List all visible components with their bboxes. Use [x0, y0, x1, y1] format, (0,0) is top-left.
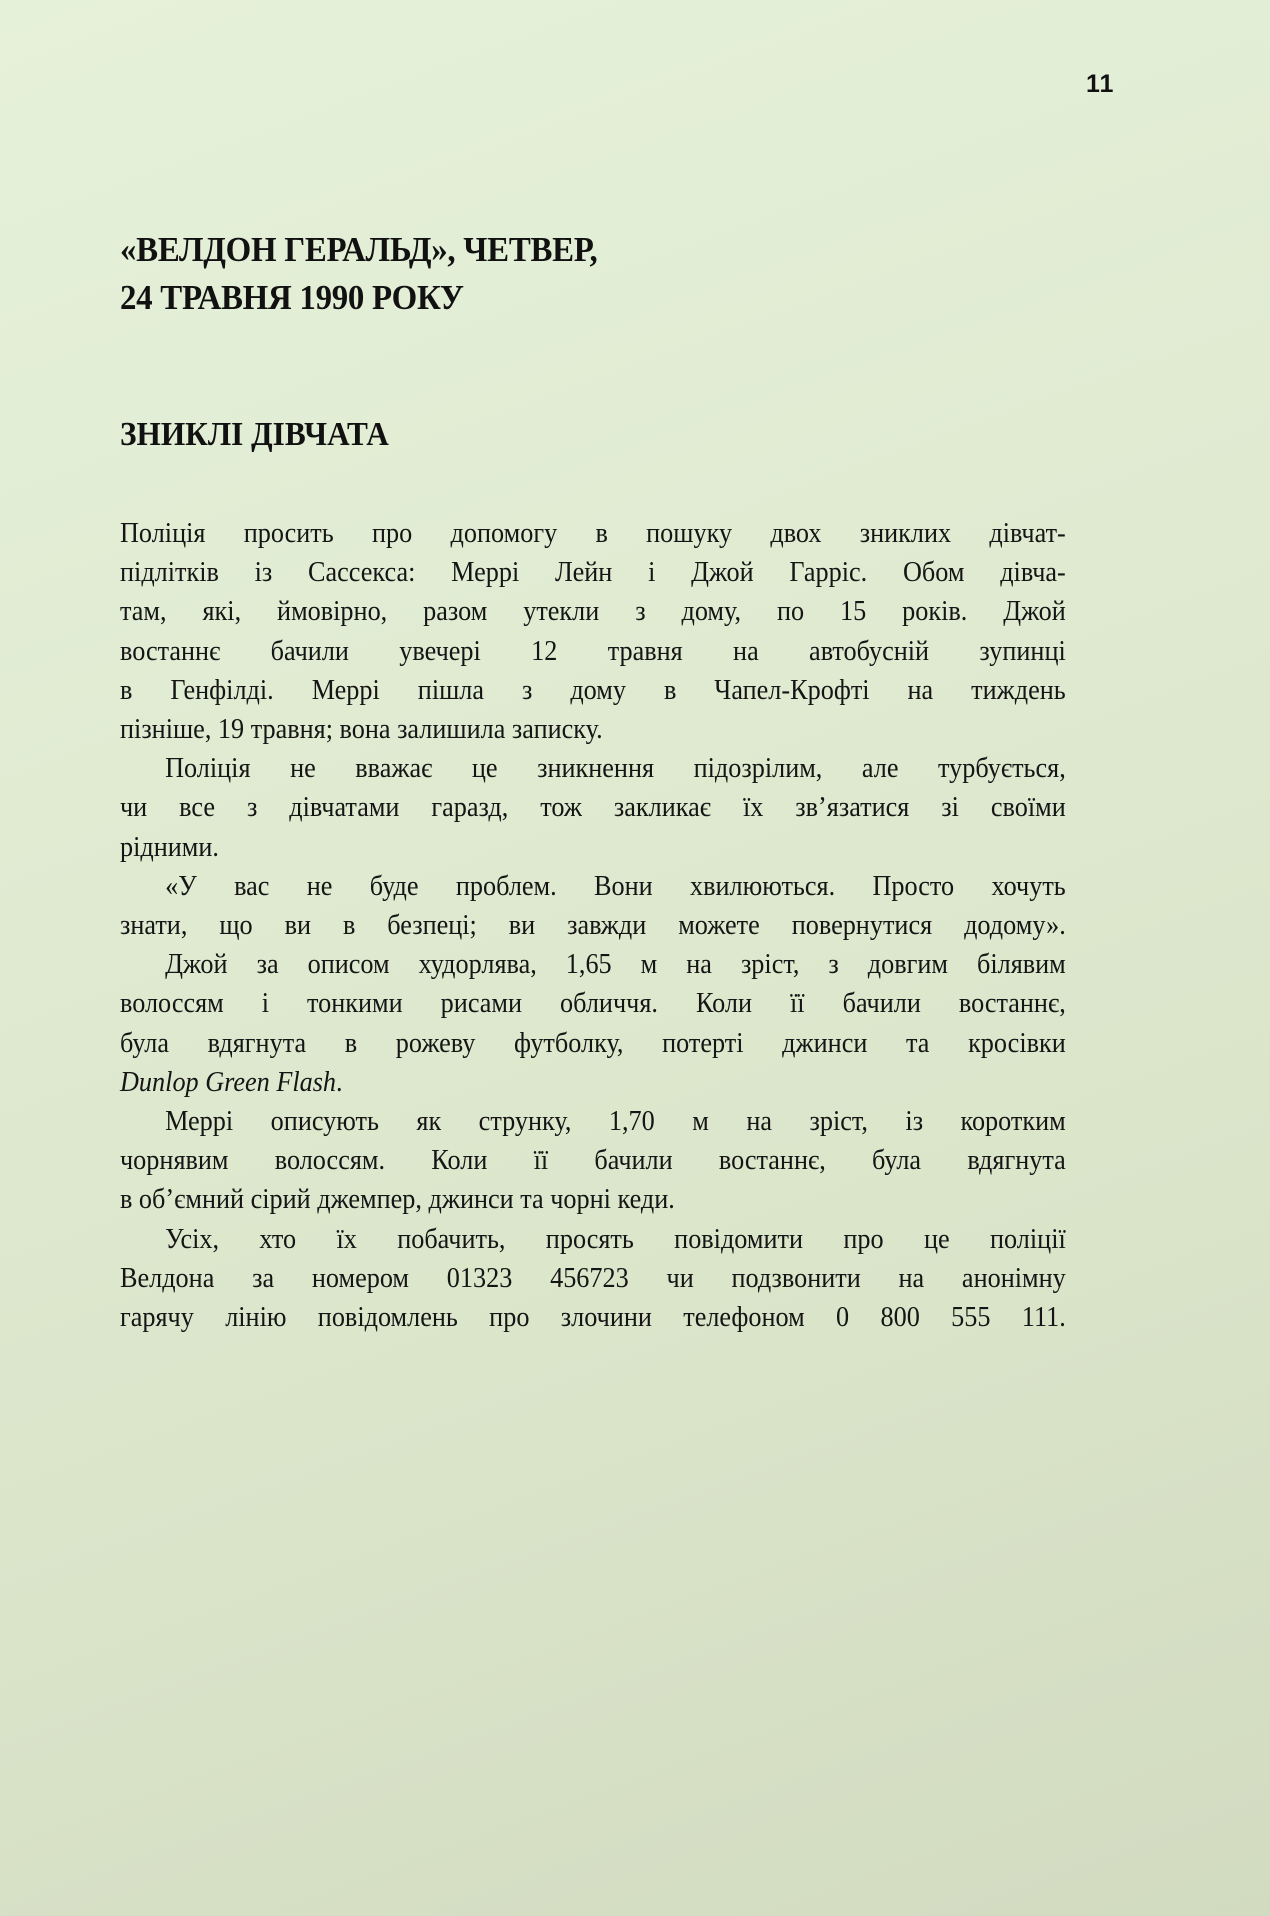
article-title: ЗНИКЛІ ДІВЧАТА — [120, 416, 389, 453]
headline-line-2: 24 ТРАВНЯ 1990 РОКУ — [120, 278, 464, 317]
text-line: Поліція не вважає це зникнення підозрілим, але турбується, — [165, 753, 1066, 785]
paragraph-2 — [120, 749, 1066, 867]
text-line: «У вас не буде проблем. Вони хвилюються. Просто хочуть — [165, 870, 1066, 902]
text-line: чорнявим волоссям. Коли її бачили востаннє, була вдягнута — [120, 1145, 1066, 1177]
paragraph-5 — [120, 1102, 1066, 1220]
text-line: знати, що ви в безпеці; ви завжди можете повернутися додому». — [120, 910, 1066, 942]
paragraph-4 — [120, 945, 1066, 1102]
text-line: Джой за описом худорлява, 1,65 м на зріст, з довгим білявим — [165, 949, 1066, 981]
text-line: пізніше, 19 травня; вона залишила записку. — [120, 714, 603, 746]
text-line: востаннє бачили увечері 12 травня на автобусній зупинці — [120, 635, 1066, 667]
text-line: Меррі описують як струнку, 1,70 м на зріст, із коротким — [165, 1106, 1066, 1138]
sneaker-brand: Dunlop Green Flash — [120, 1066, 337, 1098]
text-line: була вдягнута в рожеву футболку, потерті джинси та кросівки — [120, 1027, 1066, 1059]
article-body — [120, 514, 1066, 1337]
text-line: підлітків із Сассекса: Меррі Лейн і Джой Гарріс. Обом дівча- — [120, 557, 1066, 589]
text-line: рідними. — [120, 831, 219, 863]
text-line — [120, 1063, 1066, 1102]
paragraph-6 — [120, 1220, 1066, 1338]
paragraph-3 — [120, 867, 1066, 945]
text-line: Усіх, хто їх побачить, просять повідомити про це поліції — [165, 1223, 1066, 1255]
text-line: Поліція просить про допомогу в пошуку двох зниклих дівчат- — [120, 518, 1066, 549]
page-number: 11 — [1086, 70, 1115, 98]
text-line: в об’ємний сірий джемпер, джинси та чорні кеди. — [120, 1184, 675, 1216]
text-line: волоссям і тонкими рисами обличчя. Коли її бачили востаннє, — [120, 988, 1066, 1020]
text-line: чи все з дівчатами гаразд, тож закликає їх зв’язатися зі своїми — [120, 792, 1066, 824]
text-line: там, які, ймовірно, разом утекли з дому, по 15 років. Джой — [120, 596, 1066, 628]
newspaper-headline — [120, 226, 597, 322]
text-line: в Генфілді. Меррі пішла з дому в Чапел-Крофті на тиждень — [120, 674, 1066, 706]
headline-line-1: «ВЕЛДОН ГЕРАЛЬД», ЧЕТВЕР, — [120, 230, 598, 269]
paragraph-1 — [120, 514, 1066, 749]
text-line: Велдона за номером 01323 456723 чи подзвонити на анонімну — [120, 1262, 1066, 1294]
text-line: гарячу лінію повідомлень про злочини телефоном 0 800 555 111. — [120, 1302, 1066, 1334]
punctuation: . — [336, 1066, 343, 1098]
